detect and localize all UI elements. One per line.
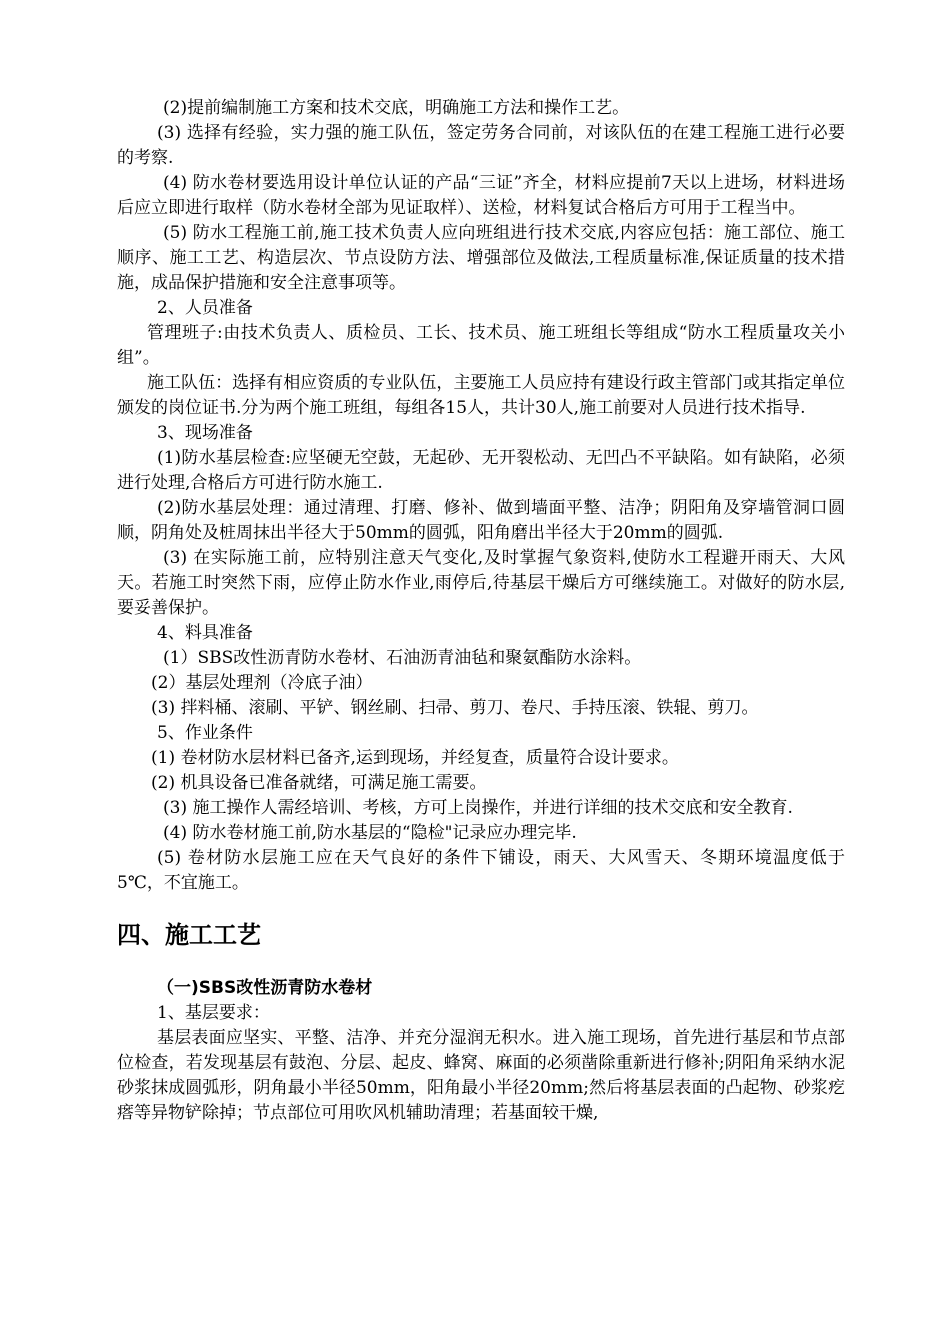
section-title: 四、施工工艺 xyxy=(117,921,261,949)
heading-materials: 4、料具准备 xyxy=(157,623,253,643)
paragraph: (3) 选择有经验，实力强的施工队伍，签定劳务合同前，对该队伍的在建工程施工进行必要的考察. xyxy=(117,123,845,168)
paragraph: 管理班子:由技术负责人、质检员、工长、技术员、施工班组长等组成“防水工程质量攻关小组”。 xyxy=(117,323,845,368)
paragraph: (2）基层处理剂（冷底子油） xyxy=(151,673,373,693)
paragraph: (4) 防水卷材施工前,防水基层的“隐检"记录应办理完毕. xyxy=(163,823,577,843)
paragraph: (5) 卷材防水层施工应在天气良好的条件下铺设，雨天、大风雪天、冬期环境温度低于5℃，不宜施工。 xyxy=(117,848,845,893)
paragraph: (1)防水基层检查:应坚硬无空鼓，无起砂、无开裂松动、无凹凸不平缺陷。如有缺陷，必须进行处理,合格后方可进行防水施工. xyxy=(117,448,845,493)
paragraph: (4) 防水卷材要选用设计单位认证的产品“三证”齐全，材料应提前7天以上进场，材料进场后应立即进行取样（防水卷材全部为见证取样）、送检，材料复试合格后方可用于工程当中。 xyxy=(117,173,845,218)
document-page xyxy=(117,96,845,1126)
subsection-title: （一)SBS改性沥青防水卷材 xyxy=(157,978,373,998)
paragraph: (1) 卷材防水层材料已备齐,运到现场，并经复查，质量符合设计要求。 xyxy=(151,748,679,768)
paragraph: (3) 施工操作人需经培训、考核，方可上岗操作，并进行详细的技术交底和安全教育. xyxy=(163,798,793,818)
heading-personnel: 2、人员准备 xyxy=(157,298,253,318)
paragraph: (2)防水基层处理：通过清理、打磨、修补、做到墙面平整、洁净；阴阳角及穿墙管洞口圆顺，阴角处及桩周抹出半径大于50mm的圆弧，阳角磨出半径大于20mm的圆弧. xyxy=(117,498,845,543)
heading-conditions: 5、作业条件 xyxy=(157,723,253,743)
paragraph: (1）SBS改性沥青防水卷材、石油沥青油毡和聚氨酯防水涂料。 xyxy=(163,648,642,668)
paragraph: (2)提前编制施工方案和技术交底，明确施工方法和操作工艺。 xyxy=(163,98,630,118)
heading-site: 3、现场准备 xyxy=(157,423,253,443)
heading-base-requirements: 1、基层要求： xyxy=(157,1003,270,1023)
paragraph: (3) 拌料桶、滚刷、平铲、钢丝刷、扫帚、剪刀、卷尺、手持压滚、铁辊、剪刀。 xyxy=(151,698,759,718)
paragraph: (3) 在实际施工前，应特别注意天气变化,及时掌握气象资料,使防水工程避开雨天、大风天。若施工时突然下雨，应停止防水作业,雨停后,待基层干燥后方可继续施工。对做好的防水层,要妥善保护。 xyxy=(117,548,845,618)
paragraph: 基层表面应坚实、平整、洁净、并充分湿润无积水。进入施工现场，首先进行基层和节点部位检查，若发现基层有鼓泡、分层、起皮、蜂窝、麻面的必须凿除重新进行修补;阴阳角采纳水泥砂浆抹成圆弧形，阴角最小半径50mm，阳角最小半径20mm;然后将基层表面的凸起物、砂浆疙瘩等异物铲除掉；节点部位可用吹风机辅助清理；若基面较干燥, xyxy=(117,1028,845,1123)
paragraph: (5) 防水工程施工前,施工技术负责人应向班组进行技术交底,内容应包括：施工部位、施工顺序、施工工艺、构造层次、节点设防方法、增强部位及做法,工程质量标准,保证质量的技术措施，成品保护措施和安全注意事项等。 xyxy=(117,223,845,293)
paragraph: 施工队伍：选择有相应资质的专业队伍，主要施工人员应持有建设行政主管部门或其指定单位颁发的岗位证书.分为两个施工班组，每组各15人，共计30人,施工前要对人员进行技术指导. xyxy=(117,373,845,418)
paragraph: (2) 机具设备已准备就绪，可满足施工需要。 xyxy=(151,773,487,793)
